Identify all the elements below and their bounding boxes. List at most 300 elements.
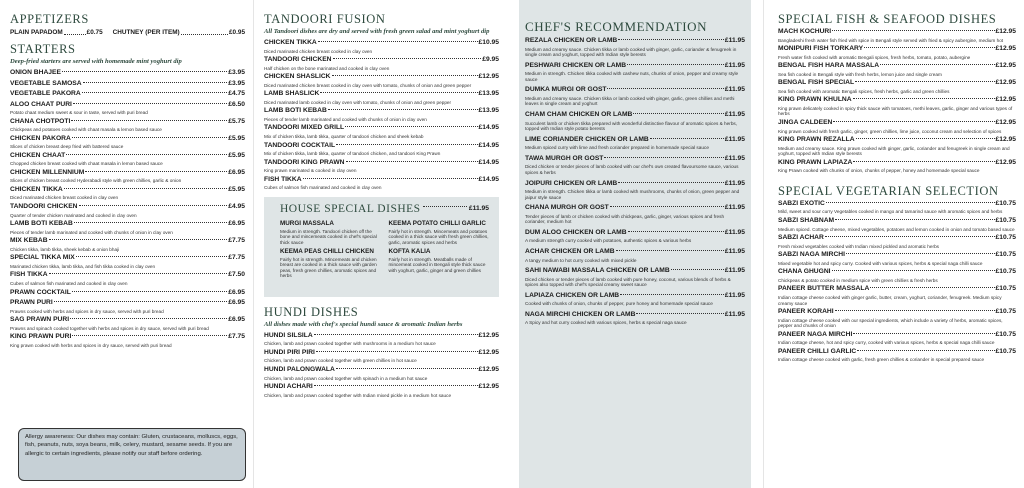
- menu-item-row: [525, 311, 745, 320]
- item-description: Diced chicken or tender pieces of lamb cooked with pure honey, coconut, various blends of herbs & spices also topped with chef's special creamy sweet sauce: [525, 276, 731, 288]
- item-price: £12.95: [995, 136, 1016, 144]
- item-price: £14.95: [478, 175, 499, 183]
- tandoori-list: [264, 39, 499, 191]
- dot-leader: [303, 178, 478, 179]
- menu-item-row: [264, 142, 499, 151]
- hundi-title: HUNDI DISHES: [264, 304, 359, 319]
- item-name: CHICKEN CHAAT: [10, 151, 66, 159]
- menu-item-row: [10, 271, 245, 280]
- item-description: Diced marinated chicken breast cooked in clay oven with tomato, chunks of onion and green pepper: [264, 82, 472, 88]
- chef-list: [525, 37, 745, 326]
- item-description: Prawns and spinach cooked together with herbs and spices in dry sauce, served with puri bread: [10, 325, 209, 331]
- item-name: VEGETABLE PAKORA: [10, 90, 81, 97]
- menu-item: [10, 237, 245, 252]
- item-price: £12.95: [995, 62, 1016, 70]
- item-price: £11.95: [724, 267, 745, 275]
- menu-item: [778, 308, 1016, 329]
- item-name: HUNDI ACHARI: [264, 383, 313, 391]
- item-name: CHAM CHAM CHICKEN OR LAMB: [525, 111, 633, 119]
- dot-leader: [71, 120, 227, 121]
- item-name: MIX KEBAB: [10, 237, 48, 245]
- item-price: £7.75: [228, 333, 245, 341]
- item-price: £10.75: [995, 285, 1016, 293]
- menu-item: [10, 254, 245, 269]
- menu-item-row: [264, 332, 499, 341]
- menu-item: [10, 69, 245, 78]
- item-name: CHICKEN SHASLICK: [264, 73, 331, 81]
- menu-item: [10, 333, 245, 348]
- item-name: PANEER KORAHI: [778, 308, 834, 316]
- item-price: £12.95: [995, 119, 1016, 127]
- menu-item-row: [525, 180, 745, 189]
- item-price: £7.75: [228, 254, 245, 262]
- item-price: £11.95: [724, 135, 745, 143]
- menu-item: [778, 45, 1016, 60]
- item-description: A Spicy and hot curry cooked with various spices, herbs & special naga sauce: [525, 320, 687, 326]
- menu-item-row: [10, 220, 245, 229]
- menu-item: [264, 176, 499, 191]
- item-description: Indian cottage cheese cooked with our special ingredients, which include a variety of herbs, aromatic spices, pepper and chunks of onion: [778, 317, 1003, 329]
- item-name: PRAWN PURI: [10, 299, 53, 307]
- menu-item: [525, 204, 745, 225]
- item-price: £10.75: [995, 251, 1016, 259]
- menu-item-row: [778, 268, 1016, 277]
- dot-leader: [49, 239, 228, 240]
- item-description: Sea fish cooked in Bengali style with fresh herbs, lemon juice and single cream: [778, 71, 942, 77]
- menu-item-row: [778, 251, 1016, 260]
- item-description: Diced marinated chicken breast cooked in clay oven: [264, 48, 373, 54]
- menu-item: [10, 135, 245, 150]
- item-name: CHICKEN TIKKA: [264, 39, 317, 46]
- dot-leader: [620, 294, 724, 295]
- menu-item-row: [525, 37, 745, 46]
- menu-item: [778, 348, 1016, 363]
- item-description: Diced marinated lamb cooked in clay oven with tomato, chunks of onion and green pepper: [264, 99, 452, 105]
- dot-leader: [79, 205, 228, 206]
- item-price: £12.95: [478, 366, 499, 374]
- dot-leader: [83, 82, 228, 83]
- house-item-description: Fairly hot in strength. Mincemeats and chicken breast are cooked in a thick sauce with garden peas, fresh green chillies, aromatic spices and herbs: [280, 256, 377, 279]
- panel-chefs-recommendation: [507, 0, 763, 488]
- menu-item-row: [525, 155, 745, 164]
- item-name: SABZI EXOTIC: [778, 199, 825, 207]
- item-price: £11.95: [724, 61, 745, 69]
- item-description: Diced marinated chicken breast cooked in clay oven: [10, 195, 119, 201]
- dot-leader: [616, 250, 724, 251]
- item-price: £5.75: [228, 117, 245, 125]
- dot-leader: [62, 71, 227, 72]
- menu-item: [10, 220, 245, 235]
- menu-item-row: [10, 135, 245, 144]
- item-description: Marinated chicken tikka, lamb tikka, and fish tikka cooked in clay oven: [10, 263, 156, 269]
- menu-item-row: [10, 254, 245, 263]
- item-price: £10.75: [995, 217, 1016, 225]
- item-name: CHANA MURGH OR GOST: [525, 204, 609, 212]
- dot-leader: [853, 161, 994, 162]
- item-price: £12.95: [995, 45, 1016, 53]
- item-description: King prawn cooked with fresh garlic, ginger, green chillies, lime juice, coconut cream and selection of spices: [778, 128, 1002, 134]
- item-name: ONION BHAJEE: [10, 69, 61, 76]
- item-description: Pieces of tender lamb marinated and cooked with chunks of onion in clay oven: [264, 116, 427, 122]
- menu-item-row: [525, 86, 745, 95]
- item-description: Indian cottage cheese cooked with ginger garlic, butter, cream, yoghurt, coriander, fenugreek. Medium spicy creamy sauce: [778, 294, 1002, 306]
- item-price: £10.75: [995, 234, 1016, 242]
- item-price: £11.95: [724, 111, 745, 119]
- menu-item: [778, 331, 1016, 346]
- dot-leader: [320, 92, 477, 93]
- papadom-label: PLAIN PAPADOM: [10, 29, 63, 36]
- menu-item: [10, 169, 245, 184]
- dot-leader: [76, 256, 228, 257]
- fish-title: SPECIAL FISH & SEAFOOD DISHES: [778, 12, 997, 26]
- house-special-box: [264, 197, 499, 297]
- house-item: [280, 218, 381, 246]
- item-description: Fresh water fish cooked with aromatic Bengali spices, fresh herbs, tomato, potato, aubergine: [778, 54, 971, 60]
- menu-item: [264, 73, 499, 88]
- dot-leader: [332, 75, 478, 76]
- item-name: SABZI ACHAR: [778, 234, 824, 242]
- item-name: FISH TIKKA: [264, 175, 302, 183]
- item-price: £11.95: [724, 310, 745, 318]
- menu-item-row: [264, 124, 499, 133]
- item-description: Chopped chicken breast cooked with chaat masala in lemon based sauce: [10, 161, 163, 167]
- item-description: Half chicken on the bone marinated and cooked in clay oven: [264, 65, 390, 71]
- panel-tandoori-house-hundi: [253, 0, 507, 488]
- menu-item-row: [10, 69, 245, 78]
- menu-item-row: [10, 186, 245, 195]
- menu-item: [525, 37, 745, 58]
- menu-item: [525, 136, 745, 151]
- menu-item-row: [264, 39, 499, 48]
- item-description: Sea fish cooked with aromatic Bengali spices, fresh herbs, garlic and green chillies: [778, 88, 950, 94]
- item-name: ALOO CHAAT PURI: [10, 100, 72, 108]
- item-price: £10.75: [995, 268, 1016, 276]
- allergy-notice: Allergy awareness: Our dishes may contain: Gluten, crustaceans, molluscs, eggs, fish, peanuts, nuts, soya beans, milk, celery, mustard, sesame seeds. If you are allergic to certain ingredients, please notify our staff before ordering.: [18, 428, 246, 481]
- dot-leader: [72, 291, 227, 292]
- papadom-price: £0.75: [86, 29, 103, 36]
- menu-item-row: [778, 79, 1016, 88]
- item-price: £4.75: [228, 90, 245, 97]
- dot-leader: [336, 368, 478, 369]
- menu-item: [264, 107, 499, 122]
- menu-item: [10, 101, 245, 116]
- item-price: £12.95: [995, 28, 1016, 35]
- item-name: DUM ALOO CHICKEN OR LAMB: [525, 228, 627, 236]
- item-price: £6.95: [228, 288, 245, 296]
- menu-item: [778, 251, 1016, 266]
- item-price: £9.95: [482, 56, 499, 64]
- house-price: £11.95: [468, 205, 489, 213]
- dot-leader: [833, 121, 994, 122]
- dot-leader: [49, 273, 228, 274]
- dot-leader: [336, 144, 477, 145]
- menu-item-row: [264, 159, 499, 168]
- item-description: Cooked with chunks of onion, chunks of pepper, pure honey and homemade special sauce: [525, 301, 713, 307]
- item-price: £6.50: [228, 100, 245, 108]
- item-price: £7.50: [228, 271, 245, 279]
- menu-item-row: [525, 292, 745, 301]
- item-name: TAWA MURGH OR GOST: [525, 154, 604, 162]
- item-price: £14.95: [478, 158, 499, 166]
- item-name: REZALA CHICKEN OR LAMB: [525, 37, 618, 44]
- item-price: £5.95: [228, 151, 245, 159]
- menu-item: [10, 90, 245, 99]
- item-name: BENGAL FISH SPECIAL: [778, 79, 855, 87]
- item-description: Indian cottage cheese, hot and spicy curry, cooked with various spices, herbs & special naga chilli sauce: [778, 340, 995, 346]
- menu-item: [10, 152, 245, 167]
- dot-leader: [825, 236, 995, 237]
- dot-leader: [853, 98, 995, 99]
- menu-item-row: [10, 289, 245, 298]
- menu-item-row: [525, 136, 745, 145]
- menu-item: [525, 86, 745, 107]
- item-price: £6.95: [228, 316, 245, 324]
- item-name: JOIPURI CHICKEN OR LAMB: [525, 179, 618, 187]
- item-price: £14.95: [478, 141, 499, 149]
- menu-item-row: [264, 73, 499, 82]
- item-price: £11.95: [724, 37, 745, 44]
- item-description: King prawn marinated & cooked in clay oven: [264, 168, 357, 174]
- menu-item: [264, 90, 499, 105]
- item-description: King Prawn cooked with chunks of onion, chunks of pepper, honey and homemade special sauce: [778, 168, 980, 174]
- dot-leader: [832, 270, 995, 271]
- item-price: £10.75: [995, 330, 1016, 338]
- menu-item: [778, 200, 1016, 215]
- house-grid: [280, 218, 489, 279]
- dot-leader: [671, 269, 724, 270]
- item-description: Quarter of tender chicken marinated and cooked in clay oven: [10, 212, 137, 218]
- dot-leader: [826, 202, 995, 203]
- menu-item: [264, 159, 499, 174]
- dot-leader: [316, 351, 478, 352]
- chutney-label: CHUTNEY (PER ITEM): [112, 29, 180, 36]
- item-price: £12.95: [478, 348, 499, 356]
- item-description: Chicken, lamb and prawn cooked together with Indian mixed pickle in a medium hot sauce: [264, 392, 452, 398]
- dot-leader: [333, 58, 482, 59]
- dot-leader: [636, 313, 723, 314]
- item-price: £10.95: [478, 39, 499, 46]
- menu-item: [778, 136, 1016, 157]
- menu-item-row: [10, 101, 245, 110]
- house-item-description: Medium in strength. Tandoori chicken off the bone and mincemeats cooked in chef's special thick sauce: [280, 228, 377, 246]
- menu-item-row: [10, 80, 245, 89]
- house-item-name: KEEMA POTATO CHILLI GARLIC: [388, 219, 486, 227]
- item-name: KING PRAWN LAPIAZA: [778, 158, 853, 166]
- item-price: £12.95: [478, 73, 499, 81]
- menu-item: [778, 28, 1016, 43]
- tandoori-title: TANDOORI FUSION: [264, 12, 386, 26]
- menu-item-row: [10, 152, 245, 161]
- dot-leader: [880, 64, 994, 65]
- menu-item: [264, 39, 499, 54]
- item-description: Slices of chicken breast cooked Hyderabadi style with green chillies, garlic & onion: [10, 178, 182, 184]
- dot-leader: [314, 334, 478, 335]
- menu-item: [778, 159, 1016, 174]
- dot-leader: [855, 81, 994, 82]
- dot-leader: [627, 64, 724, 65]
- dot-leader: [870, 287, 994, 288]
- menu-item: [10, 203, 245, 218]
- menu-item: [525, 62, 745, 83]
- menu-item: [778, 119, 1016, 134]
- item-description: Medium and creamy sauce. Chicken tikka or lamb cooked with ginger, garlic, green chillies and methi leaves in single cream and yoghurt: [525, 95, 735, 107]
- item-name: CHICKEN MILLENNIUM: [10, 168, 85, 176]
- item-price: £13.95: [478, 90, 499, 98]
- item-price: £10.75: [995, 347, 1016, 355]
- menu-item-row: [264, 56, 499, 65]
- menu-item: [525, 111, 745, 132]
- dot-leader: [618, 182, 724, 183]
- menu-item: [10, 271, 245, 286]
- menu-item: [525, 292, 745, 307]
- menu-item-row: [525, 111, 745, 120]
- menu-item-row: [10, 169, 245, 178]
- dot-leader: [314, 385, 478, 386]
- menu-item-row: [264, 383, 499, 392]
- item-description: Succulent lamb or chicken tikka prepared with wonderful distinctive flavour of aromatic spices & herbs, topped with Indian style potato berests: [525, 120, 738, 132]
- hundi-subtitle: All dishes made with chef's special hundi sauce & aromatic Indian herbs: [264, 320, 463, 328]
- menu-item-row: [10, 237, 245, 246]
- item-name: LIME CORIANDER CHICKEN OR LAMB: [525, 135, 649, 143]
- dot-leader: [73, 103, 227, 104]
- item-description: Medium in strength. Chicken tikka cooked with cashew nuts, chunks of onion, pepper and creamy style sauce: [525, 71, 739, 82]
- dot-leader: [628, 231, 724, 232]
- dot-leader: [604, 157, 724, 158]
- menu-item-row: [778, 200, 1016, 209]
- dot-leader: [82, 92, 228, 93]
- menu-item-row: [525, 229, 745, 238]
- item-name: SPECIAL TIKKA MIX: [10, 254, 75, 262]
- item-price: £7.75: [228, 237, 245, 245]
- item-name: PESHWARI CHICKEN OR LAMB: [525, 61, 627, 69]
- item-description: Chickpeas & potato cooked in medium spice with green chillies & fresh herbs: [778, 277, 938, 283]
- menu-item-row: [525, 267, 745, 276]
- item-price: £12.95: [995, 79, 1016, 87]
- item-price: £13.95: [478, 107, 499, 115]
- item-name: MACH KOCHURI: [778, 28, 832, 35]
- menu-item: [778, 96, 1016, 117]
- menu-item: [525, 155, 745, 176]
- dot-leader: [85, 171, 227, 172]
- menu-item-row: [778, 285, 1016, 294]
- chutney-price: £0.95: [229, 29, 245, 36]
- item-price: £3.95: [228, 79, 245, 87]
- item-description: Mild, sweet and sour curry Vegetables cooked in mango and tamarind sauce with aromatic spices and herbs: [778, 209, 1003, 215]
- house-item-name: MURGI MASSALA: [280, 219, 334, 227]
- item-name: JINGA CALDEEN: [778, 119, 833, 127]
- item-price: £12.95: [995, 158, 1016, 166]
- item-name: TANDOORI MIXED GRILL: [264, 124, 345, 132]
- menu-item: [10, 80, 245, 89]
- item-name: PANEER BUTTER MASSALA: [778, 285, 870, 293]
- dot-leader: [72, 335, 227, 336]
- item-price: £5.95: [228, 134, 245, 142]
- menu-item-row: [525, 248, 745, 257]
- menu-item-row: [10, 203, 245, 212]
- house-item-name: KEEMA PEAS CHILLI CHICKEN: [280, 247, 374, 255]
- chef-title: CHEF'S RECOMMENDATION: [525, 19, 708, 34]
- dot-leader: [64, 188, 227, 189]
- menu-item-row: [264, 107, 499, 116]
- dot-leader: [54, 301, 228, 302]
- item-description: Fresh mixed vegetables cooked with Indian mixed pickled and aromatic herbs: [778, 243, 940, 249]
- item-description: Chicken, lamb and prawn cooked together with mushrooms in a medium hot sauce: [264, 341, 436, 347]
- menu-item: [525, 311, 745, 326]
- dot-leader: [618, 39, 724, 40]
- item-name: PANEER NAGA MIRCHI: [778, 330, 853, 338]
- dot-leader: [328, 109, 478, 110]
- item-description: Cubes of salmon fish marinated and cooked in clay oven: [264, 185, 382, 191]
- item-description: Diced chicken or tender pieces of lamb cooked with our chef's own created flavoursome sauce, various spices & herbs: [525, 164, 739, 175]
- item-name: TANDOORI CHICKEN: [264, 56, 332, 64]
- dot-leader: [832, 30, 994, 31]
- appetizers-row: [10, 28, 245, 37]
- item-price: £11.95: [724, 154, 745, 162]
- item-name: KING PRAWN PURI: [10, 333, 72, 341]
- item-description: Chicken, lamb and prawn cooked together with green chillies in hot sauce: [264, 358, 417, 364]
- item-name: MONIPURI FISH TORKARY: [778, 45, 864, 53]
- menu-item-row: [778, 217, 1016, 226]
- menu-item-row: [10, 299, 245, 308]
- dot-leader: [607, 88, 723, 89]
- item-name: FISH TIKKA: [10, 271, 48, 279]
- veg-list: [778, 200, 1016, 363]
- item-description: Cubes of salmon fish marinated and cooked in clay oven: [10, 280, 128, 286]
- menu-item-row: [264, 349, 499, 358]
- house-item-description: Fairly hot in strength. Mincemeats and potatoes cooked in a thick sauce with fresh green chillies, garlic, aromatic spices and herbs: [388, 228, 489, 246]
- menu-item-row: [778, 331, 1016, 340]
- item-price: £10.75: [995, 308, 1016, 316]
- item-name: SAHI NAWABI MASSALA CHICKEN OR LAMB: [525, 267, 670, 275]
- item-price: £11.95: [724, 228, 745, 236]
- menu-item: [264, 383, 499, 398]
- item-description: Medium in strength. Chicken tikka or lamb cooked with mushrooms, chunks of onion, green pepper and jaipur style sauce: [525, 189, 740, 200]
- item-name: KING PRAWN REZALLA: [778, 136, 855, 144]
- item-name: CHICKEN TIKKA: [10, 185, 63, 193]
- item-description: A medium strength curry cooked with potatoes, authentic spices & various herbs: [525, 238, 692, 244]
- item-description: Mix of chicken tikka, lamb tikka, quarter of tandoori chicken, and tandoori King Prawn: [264, 151, 441, 157]
- menu-item: [264, 56, 499, 71]
- starters-title: STARTERS: [10, 42, 76, 56]
- menu-item-row: [778, 62, 1016, 71]
- item-price: £5.95: [228, 185, 245, 193]
- item-price: £12.95: [478, 383, 499, 391]
- dot-leader: [70, 318, 227, 319]
- item-name: LAMB SHASLICK: [264, 90, 320, 98]
- house-title: HOUSE SPECIAL DISHES: [280, 202, 421, 215]
- item-name: HUNDI PIRI PIRI: [264, 348, 315, 356]
- panel-appetizers-starters: [0, 0, 253, 488]
- starters-subtitle: Deep-fried starters are served with homemade mint yoghurt dip: [10, 58, 182, 65]
- item-description: Mixed vegetable hot and spicy curry. Cooked with various spices, herbs & special naga chilli sauce: [778, 260, 983, 266]
- house-item: [389, 246, 490, 279]
- dot-leader: [610, 206, 724, 207]
- item-price: £12.95: [478, 331, 499, 339]
- menu-item: [525, 180, 745, 201]
- house-item-name: KOFTA KALIA: [388, 247, 431, 255]
- item-description: Medium spiced. Cottage cheese, mixed vegetables, potatoes and lemon cooked in onion and tomato based sauce: [778, 226, 1015, 232]
- menu-item: [10, 289, 245, 298]
- item-price: £10.75: [995, 199, 1016, 207]
- item-price: £6.95: [228, 299, 245, 307]
- item-name: PRAWN COCKTAIL: [10, 288, 71, 296]
- house-item: [280, 246, 381, 279]
- item-name: PANEER CHILLI GARLIC: [778, 347, 857, 355]
- house-item-description: Fairly hot in strength. Meatballs made of mincemeat cooked in Bengali style thick sauce with yoghurt, garlic, ginger and green chillies: [388, 256, 486, 273]
- menu-item-row: [264, 176, 499, 185]
- dot-leader: [650, 138, 724, 139]
- item-price: £11.95: [724, 248, 745, 255]
